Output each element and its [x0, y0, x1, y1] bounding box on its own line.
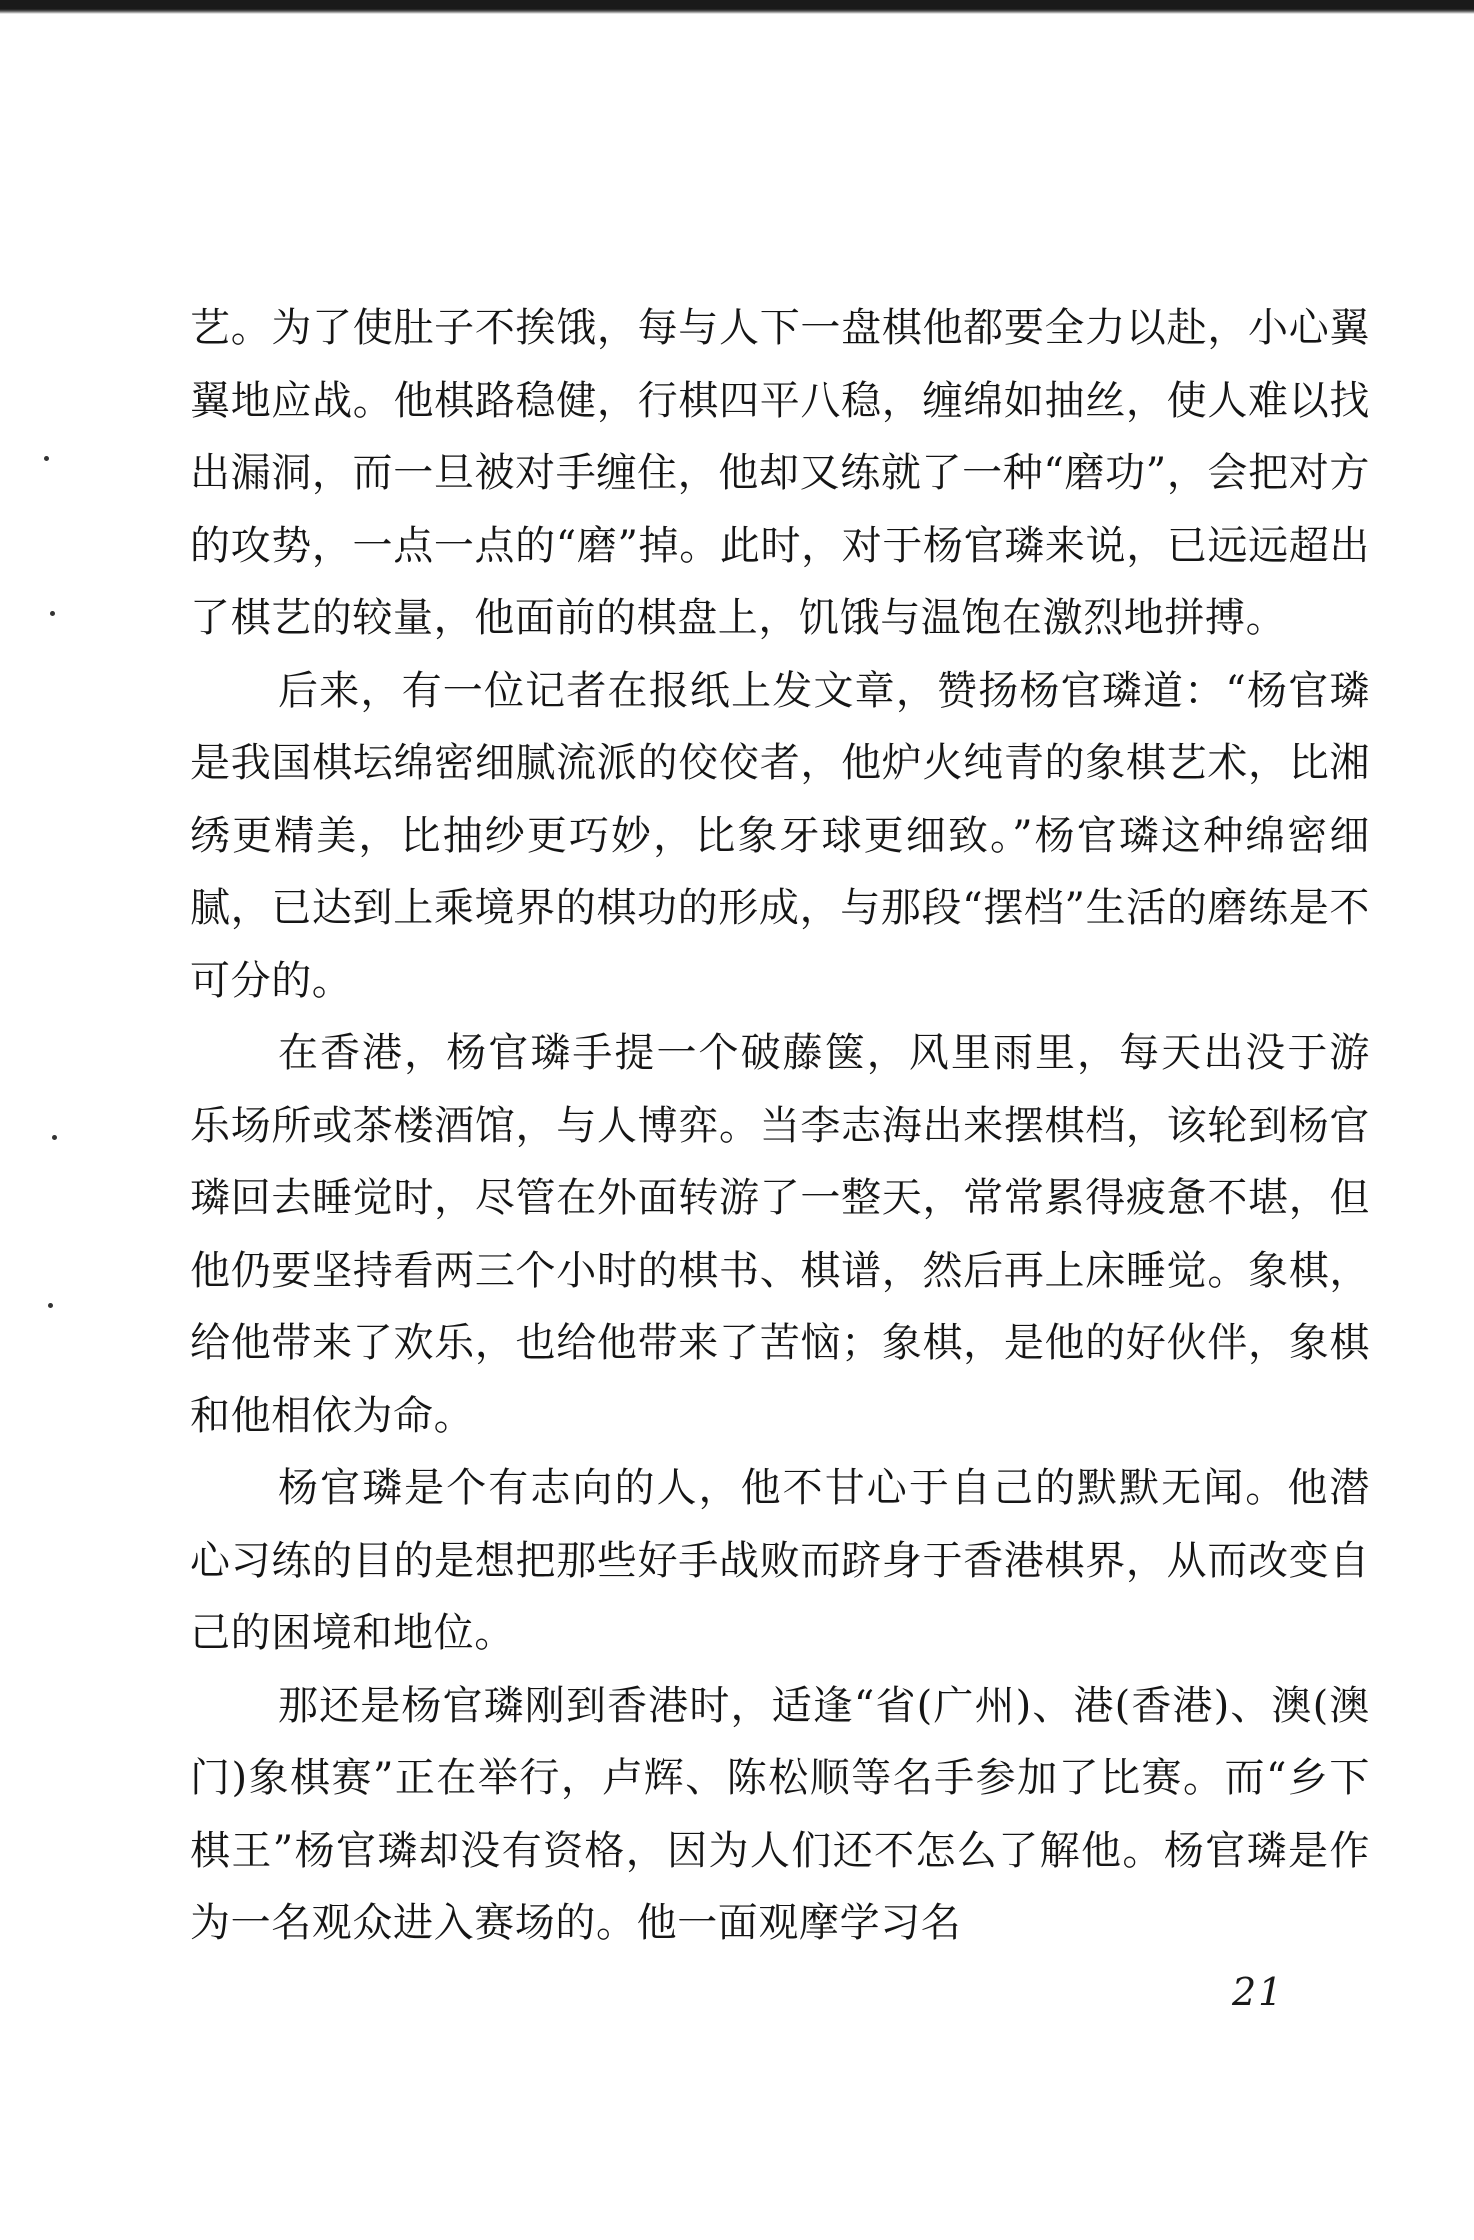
paragraph: 杨官璘是个有志向的人，他不甘心于自己的默默无闻。他潜心习练的目的是想把那些好手战败而跻身于香港棋界，从而改变自己的困境和地位。 — [190, 1465, 1370, 1656]
scan-speck — [52, 1135, 57, 1140]
scan-speck — [44, 456, 49, 461]
page-number: 21 — [1232, 1970, 1285, 2014]
paragraph: 在香港，杨官璘手提一个破藤箧，风里雨里，每天出没于游乐场所或茶楼酒馆，与人博弈。当李志海出来摆棋档，该轮到杨官璘回去睡觉时，尽管在外面转游了一整天，常常累得疲惫不堪，但他仍要坚持看两三个小时的棋书、棋谱，然后再上床睡觉。象棋，给他带来了欢乐，也给他带来了苦恼；象棋，是他的好伙伴，象棋和他相依为命。 — [190, 1030, 1370, 1439]
paragraph: 后来，有一位记者在报纸上发文章，赞扬杨官璘道：“杨官璘是我国棋坛绵密细腻流派的佼佼者，他炉火纯青的象棋艺术，比湘绣更精美，比抽纱更巧妙，比象牙球更细致。”杨官璘这种绵密细腻，已达到上乘境界的棋功的形成，与那段“摆档”生活的磨练是不可分的。 — [190, 667, 1370, 1004]
book-page-body — [190, 292, 1370, 1960]
scan-speck — [48, 1303, 53, 1308]
scan-speck — [50, 611, 55, 616]
top-scan-border — [0, 0, 1474, 14]
paragraph: 那还是杨官璘刚到香港时，适逢“省(广州)、港(香港)、澳(澳门)象棋赛”正在举行，卢辉、陈松顺等名手参加了比赛。而“乡下棋王”杨官璘却没有资格，因为人们还不怎么了解他。杨官璘是作为一名观众进入赛场的。他一面观摩学习名 — [190, 1682, 1370, 1946]
paragraph-continuation: 艺。为了使肚子不挨饿，每与人下一盘棋他都要全力以赴，小心翼翼地应战。他棋路稳健，行棋四平八稳，缠绵如抽丝，使人难以找出漏洞，而一旦被对手缠住，他却又练就了一种“磨功”，会把对方的攻势，一点一点的“磨”掉。此时，对于杨官璘来说，已远远超出了棋艺的较量，他面前的棋盘上，饥饿与温饱在激烈地拼搏。 — [190, 305, 1370, 641]
